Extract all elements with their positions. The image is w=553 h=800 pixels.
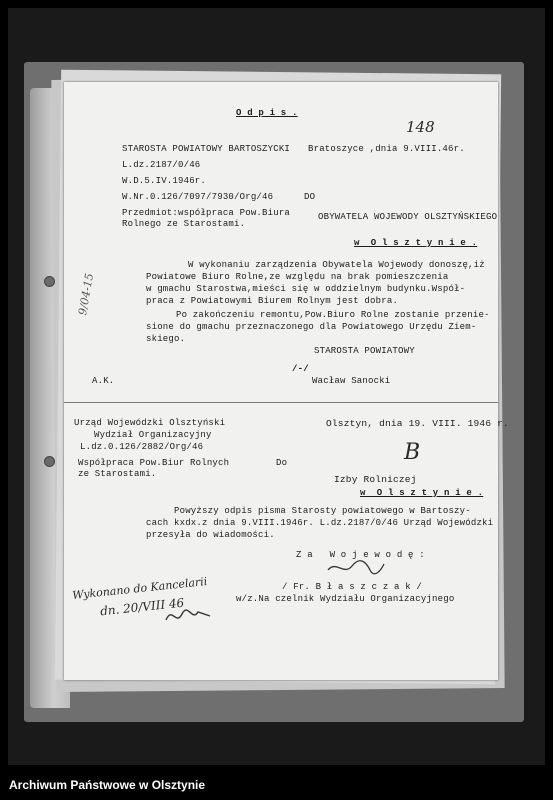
divider <box>64 402 498 403</box>
signer-name: / Fr. B ł a s z c z a k / <box>282 582 423 592</box>
annotation-letter: B <box>404 440 421 465</box>
recipient: OBYWATELA WOJEWODY OLSZTYŃSKIEGO <box>318 212 498 222</box>
reference-number: W.Nr.0.126/7097/7930/Org/46 <box>122 192 274 202</box>
reference-number: L.dz.2187/0/46 <box>122 160 201 170</box>
recipient-city: w O l s z t y n i e . <box>354 238 478 248</box>
body-line: cach kxdx.z dnia 9.VIII.1946r. L.dz.2187/0/46 Urząd Wojewódzki <box>146 518 494 528</box>
document-page <box>64 82 509 680</box>
page-number-annotation: 148 <box>406 118 435 136</box>
subject: Współpraca Pow.Biur Rolnych ze Starostami. <box>78 458 230 479</box>
body-line: Powyższy odpis pisma Starosty powiatowego w Bartoszy- <box>174 506 471 516</box>
closing: Z a W o j e w o d ę : <box>296 550 425 560</box>
do-label: Do <box>276 458 288 468</box>
handwritten-note: dn. 20/VIII 46 <box>99 595 185 619</box>
place-date: Bratoszyce ,dnia 9.VIII.46r. <box>308 144 465 154</box>
recipient: Izby Rolniczej <box>334 474 417 485</box>
margin-handwriting: 9/04-15 <box>76 272 97 317</box>
body-line: praca z Powiatowymi Biurem Rolnym jest dobra. <box>146 296 399 306</box>
body-line: Po zakończeniu remontu,Pow.Biuro Rolne zostanie przenie- <box>176 310 490 320</box>
body-line: sione do gmachu przeznaczonego dla Powiatowego Urzędu Ziem- <box>146 322 477 332</box>
signer-title: w/z.Na czelnik Wydziału Organizacyjnego <box>236 594 455 604</box>
body-line: skiego. <box>146 334 186 344</box>
body-line: przesyła do wiadomości. <box>146 530 275 540</box>
handwritten-note: Wykonano do Kancelarii <box>71 574 208 603</box>
document-heading: O d p i s . <box>236 108 298 118</box>
scan-frame <box>8 8 545 765</box>
sender: STAROSTA POWIATOWY BARTOSZYCKI <box>122 144 291 154</box>
body-line: W wykonaniu zarządzenia Obywatela Wojewody donoszę,iż <box>188 260 485 270</box>
punch-hole <box>44 456 55 467</box>
ak-initials: A.K. <box>92 376 115 386</box>
handwritten-initials <box>164 604 214 628</box>
reference-number: L.dz.0.126/2882/Org/46 <box>80 442 204 452</box>
place-date: Olsztyn, dnia 19. VIII. 1946 r. <box>326 418 509 429</box>
do-label: DO <box>304 192 316 202</box>
office-department: Wydział Organizacyjny <box>94 430 212 440</box>
signature-name: Wacław Sanocki <box>312 376 391 386</box>
body-line: Powiatowe Biuro Rolne,ze względu na brak pomieszczenia <box>146 272 449 282</box>
subject: Przedmiot:współpraca Pow.Biura Rolnego ze Starostami. <box>122 208 291 229</box>
signature-mark: /-/ <box>292 364 309 374</box>
body-line: w gmachu Starostwa,mieści się w oddzielnym budynku.Współ- <box>146 284 466 294</box>
signature-title: STAROSTA POWIATOWY <box>314 346 415 356</box>
office-name: Urząd Wojewódzki Olsztyński <box>74 418 226 428</box>
punch-hole <box>44 276 55 287</box>
reference-number: W.D.5.IV.1946r. <box>122 176 207 186</box>
archive-footer: Archiwum Państwowe w Olsztynie <box>9 778 206 792</box>
recipient-city: w O l s z t y n i e . <box>360 488 484 498</box>
signature-scribble <box>326 558 386 578</box>
